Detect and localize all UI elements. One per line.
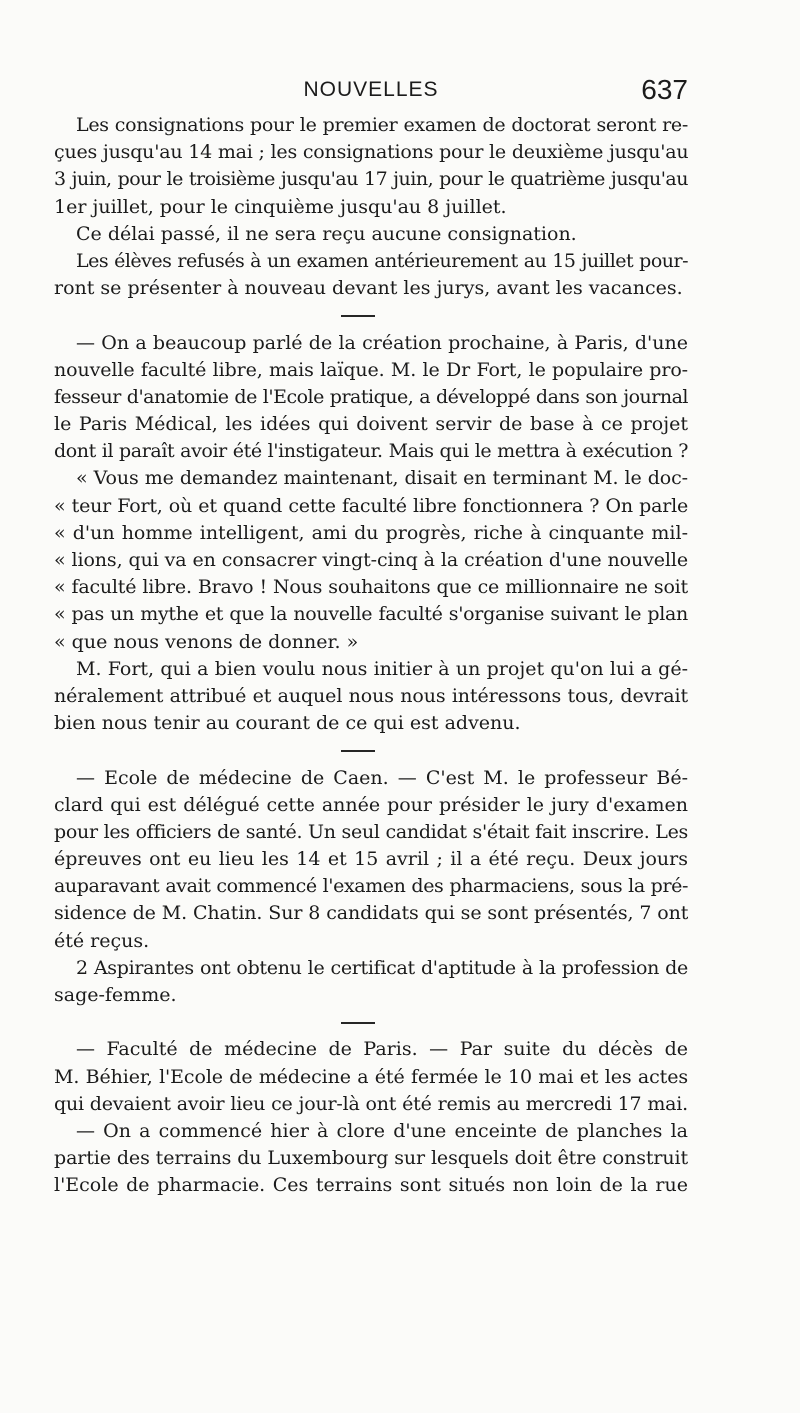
- text-line: Les élèves refusés à un examen antérieurement au 15 juillet pour-: [76, 249, 688, 272]
- text-line: sidence de M. Chatin. Sur 8 candidats qui se sont présentés, 7 ont: [54, 902, 688, 925]
- text-line: çues jusqu'au 14 mai ; les consignations pour le deuxième jusqu'au: [54, 141, 688, 164]
- text-line: « teur Fort, où et quand cette faculté libre fonctionnera ? On parle: [54, 494, 688, 517]
- text-line: « lions, qui va en consacrer vingt-cinq à la création d'une nouvelle: [54, 549, 688, 571]
- text-line: Ce délai passé, il ne sera reçu aucune consignation.: [76, 222, 577, 245]
- text-line: « Vous me demandez maintenant, disait en terminant M. le doc-: [76, 467, 688, 490]
- text-line: auparavant avait commencé l'examen des pharmaciens, sous la pré-: [54, 875, 688, 898]
- section-separator: [54, 302, 688, 329]
- text-line: sage-femme.: [54, 984, 177, 1006]
- text-line: Les consignations pour le premier examen de doctorat seront re-: [76, 114, 688, 136]
- text-line: qui devaient avoir lieu ce jour-là ont été remis au mercredi 17 mai.: [54, 1092, 688, 1115]
- text-line: — Ecole de médecine de Caen. — C'est M. le professeur Bé-: [76, 766, 688, 789]
- text-line: M. Béhier, l'Ecole de médecine a été fermée le 10 mai et les actes: [54, 1065, 688, 1088]
- text-line: l'Ecole de pharmacie. Ces terrains sont situés non loin de la rue: [54, 1174, 688, 1197]
- page-number: 637: [641, 74, 688, 105]
- text-line: dont il paraît avoir été l'instigateur. Mais qui le mettra à exécution ?: [54, 440, 688, 463]
- section-separator: [54, 1009, 688, 1036]
- text-line: le Paris Médical, les idées qui doivent servir de base à ce projet: [54, 413, 688, 436]
- text-line: « pas un mythe et que la nouvelle faculté s'organise suivant le plan: [54, 603, 688, 626]
- running-head: NOUVELLES: [303, 78, 439, 101]
- text-line: fesseur d'anatomie de l'Ecole pratique, a développé dans son journal: [54, 385, 688, 408]
- page-header: [54, 74, 688, 110]
- text-line: — Faculté de médecine de Paris. — Par suite du décès de: [76, 1038, 688, 1061]
- text-line: M. Fort, qui a bien voulu nous initier à un projet qu'on lui a gé-: [76, 657, 688, 680]
- text-line: été reçus.: [54, 929, 150, 952]
- text-line: 3 juin, pour le troisième jusqu'au 17 juin, pour le quatrième jusqu'au: [54, 168, 688, 191]
- section-separator: [54, 737, 688, 764]
- text-line: — On a commencé hier à clore d'une enceinte de planches la: [76, 1119, 688, 1142]
- text-line: partie des terrains du Luxembourg sur lesquels doit être construit: [54, 1147, 688, 1170]
- text-line: nouvelle faculté libre, mais laïque. M. le Dr Fort, le populaire pro-: [54, 358, 688, 381]
- text-line: 1er juillet, pour le cinquième jusqu'au 8 juillet.: [54, 195, 507, 218]
- text-line: pour les officiers de santé. Un seul candidat s'était fait inscrire. Les: [54, 820, 688, 843]
- body-text: [54, 112, 688, 1200]
- text-line: néralement attribué et auquel nous nous intéressons tous, devrait: [54, 684, 688, 707]
- text-line: ront se présenter à nouveau devant les jurys, avant les vacances.: [54, 277, 683, 300]
- text-line: — On a beaucoup parlé de la création prochaine, à Paris, d'une: [76, 331, 688, 354]
- text-line: épreuves ont eu lieu les 14 et 15 avril ; il a été reçu. Deux jours: [54, 848, 688, 871]
- text-line: 2 Aspirantes ont obtenu le certificat d'aptitude à la profession de: [76, 956, 688, 979]
- text-line: « faculté libre. Bravo ! Nous souhaitons que ce millionnaire ne soit: [54, 576, 688, 599]
- text-line: clard qui est délégué cette année pour présider le jury d'examen: [54, 793, 688, 816]
- text-line: bien nous tenir au courant de ce qui est advenu.: [54, 712, 521, 735]
- text-line: « d'un homme intelligent, ami du progrès, riche à cinquante mil-: [54, 521, 688, 544]
- text-line: « que nous venons de donner. »: [54, 630, 359, 653]
